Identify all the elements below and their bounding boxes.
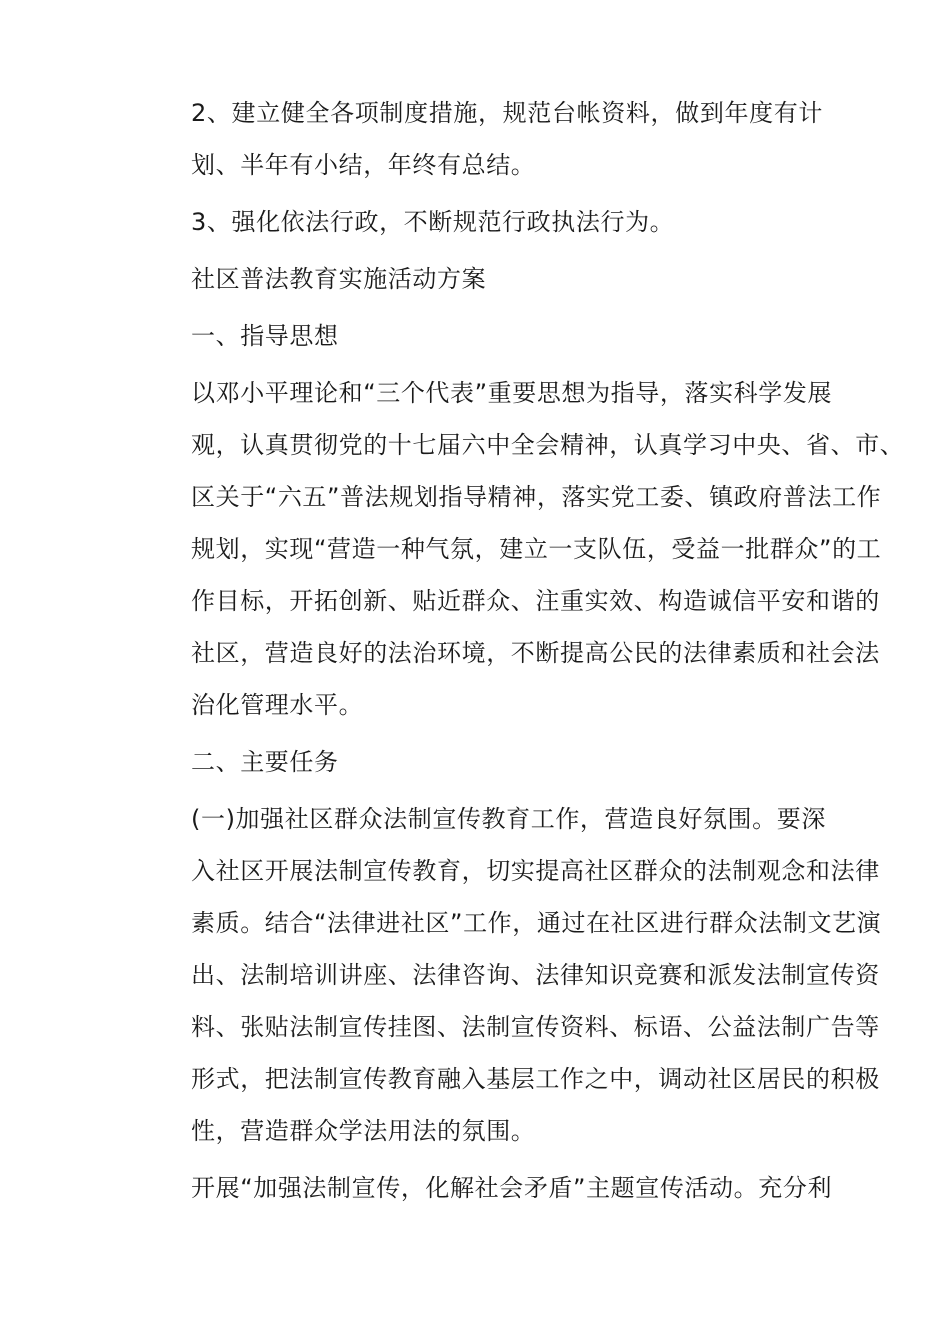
text-line: 形式，把法制宣传教育融入基层工作之中，调动社区居民的积极: [191, 1065, 880, 1093]
text-line: 二、主要任务: [191, 748, 339, 776]
text-line: 治化管理水平。: [191, 691, 364, 719]
text-line: (一)加强社区群众法制宣传教育工作，营造良好氛围。要深: [191, 805, 826, 833]
text-line: 社区，营造良好的法治环境，不断提高公民的法律素质和社会法: [191, 639, 880, 667]
text-line: 入社区开展法制宣传教育，切实提高社区群众的法制观念和法律: [191, 857, 880, 885]
paragraph-p8: [143, 1162, 833, 1214]
paragraph-p6: [143, 736, 823, 788]
text-line: 作目标，开拓创新、贴近群众、注重实效、构造诚信平安和谐的: [191, 587, 880, 615]
text-line: 素质。结合“法律进社区”工作，通过在社区进行群众法制文艺演: [191, 909, 882, 937]
paragraph-p4: [143, 310, 823, 362]
text-line: 3、强化依法行政，不断规范行政执法行为。: [191, 208, 675, 236]
text-line: 性，营造群众学法用法的氛围。: [191, 1117, 536, 1145]
text-line: 2、建立健全各项制度措施，规范台帐资料，做到年度有计: [191, 99, 823, 127]
text-line: 一、指导思想: [191, 322, 339, 350]
text-line: 规划，实现“营造一种气氛，建立一支队伍，受益一批群众”的工: [191, 535, 882, 563]
document-body: [143, 87, 905, 1219]
paragraph-p7: [143, 793, 882, 1157]
text-line: 以邓小平理论和“三个代表”重要思想为指导，落实科学发展: [191, 379, 833, 407]
text-line: 开展“加强法制宣传，化解社会矛盾”主题宣传活动。充分利: [191, 1174, 833, 1202]
paragraph-p5: [143, 367, 905, 731]
text-line: 区关于“六五”普法规划指导精神，落实党工委、镇政府普法工作: [191, 483, 882, 511]
paragraph-p3: [143, 253, 823, 305]
text-line: 出、法制培训讲座、法律咨询、法律知识竞赛和派发法制宣传资: [191, 961, 880, 989]
paragraph-p1: [143, 87, 823, 191]
paragraph-p2: [143, 196, 823, 248]
text-line: 观，认真贯彻党的十七届六中全会精神，认真学习中央、省、市、: [191, 431, 905, 459]
text-line: 划、半年有小结，年终有总结。: [191, 151, 536, 179]
text-line: 社区普法教育实施活动方案: [191, 265, 487, 293]
text-line: 料、张贴法制宣传挂图、法制宣传资料、标语、公益法制广告等: [191, 1013, 880, 1041]
